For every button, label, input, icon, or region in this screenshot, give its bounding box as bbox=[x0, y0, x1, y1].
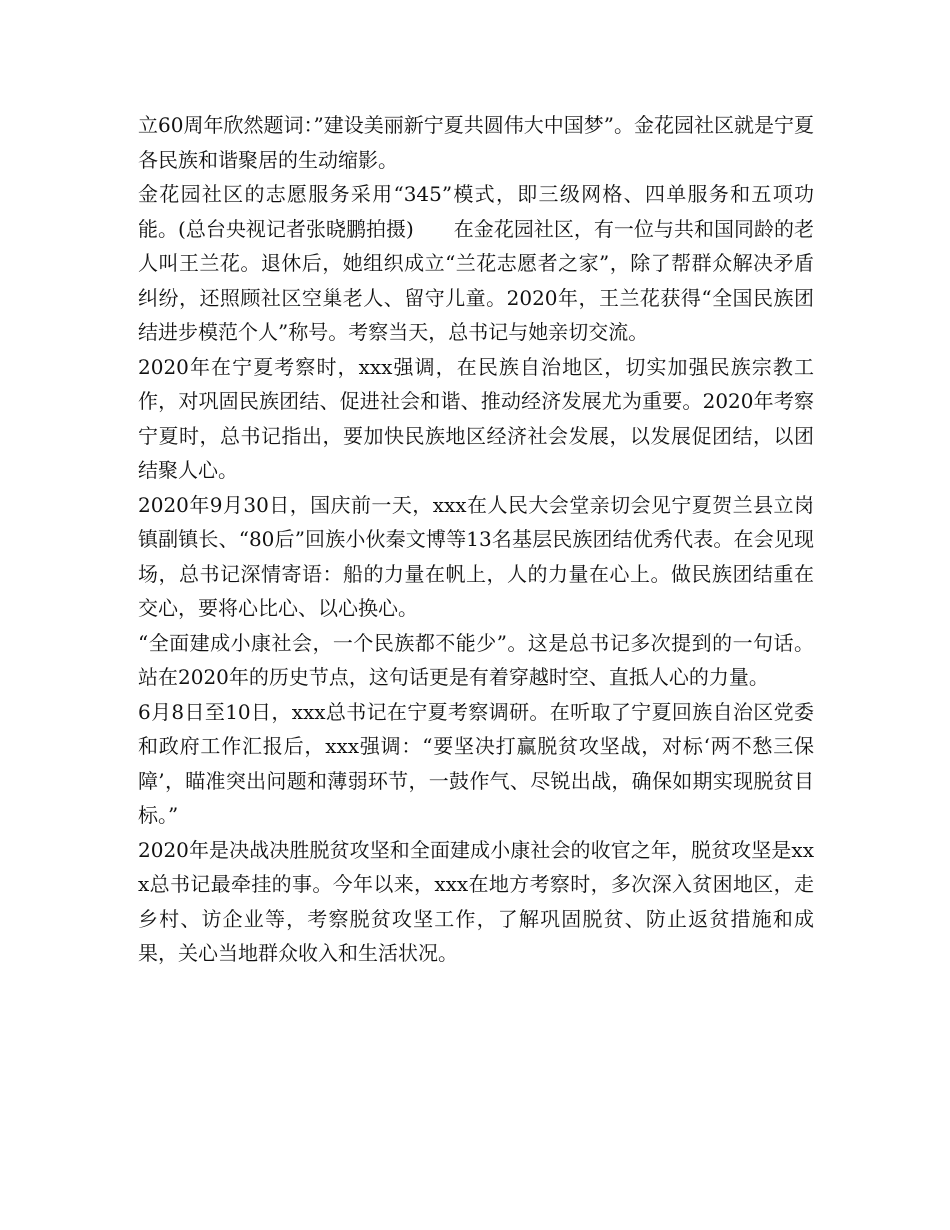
document-body bbox=[138, 108, 814, 971]
paragraph-2: 金花园社区的志愿服务采用“345”模式，即三级网格、四单服务和五项功能。(总台央视记者张晓鹏拍摄) 在金花园社区，有一位与共和国同龄的老人叫王兰花。退休后，她组织成立“兰花志愿者之家”，除了帮群众解决矛盾纠纷，还照顾社区空巢老人、留守儿童。2020年，王兰花获得“全国民族团结进步模范个人”称号。考察当天，总书记与她亲切交流。 bbox=[138, 182, 814, 344]
paragraph-4: 2020年9月30日，国庆前一天，xxx在人民大会堂亲切会见宁夏贺兰县立岗镇副镇长、“80后”回族小伙秦文博等13名基层民族团结优秀代表。在会见现场，总书记深情寄语：船的力量在帆上，人的力量在心上。做民族团结重在交心，要将心比心、以心换心。 bbox=[138, 492, 814, 620]
paragraph-3: 2020年在宁夏考察时，xxx强调，在民族自治地区，切实加强民族宗教工作，对巩固民族团结、促进社会和谐、推动经济发展尤为重要。2020年考察宁夏时，总书记指出，要加快民族地区经济社会发展，以发展促团结，以团结聚人心。 bbox=[138, 354, 814, 482]
paragraph-5: “全面建成小康社会，一个民族都不能少”。这是总书记多次提到的一句话。站在2020年的历史节点，这句话更是有着穿越时空、直抵人心的力量。 bbox=[138, 630, 814, 689]
paragraph-1: 立60周年欣然题词：”建设美丽新宁夏共圆伟大中国梦”。金花园社区就是宁夏各民族和谐聚居的生动缩影。 bbox=[138, 113, 814, 172]
paragraph-7: 2020年是决战决胜脱贫攻坚和全面建成小康社会的收官之年，脱贫攻坚是xxx总书记最牵挂的事。今年以来，xxx在地方考察时，多次深入贫困地区，走乡村、访企业等，考察脱贫攻坚工作，了解巩固脱贫、防止返贫措施和成果，关心当地群众收入和生活状况。 bbox=[138, 837, 814, 965]
paragraph-6: 6月8日至10日，xxx总书记在宁夏考察调研。在听取了宁夏回族自治区党委和政府工作汇报后，xxx强调：“要坚决打赢脱贫攻坚战，对标‘两不愁三保障’，瞄准突出问题和薄弱环节，一鼓作气、尽锐出战，确保如期实现脱贫目标。” bbox=[138, 699, 814, 827]
